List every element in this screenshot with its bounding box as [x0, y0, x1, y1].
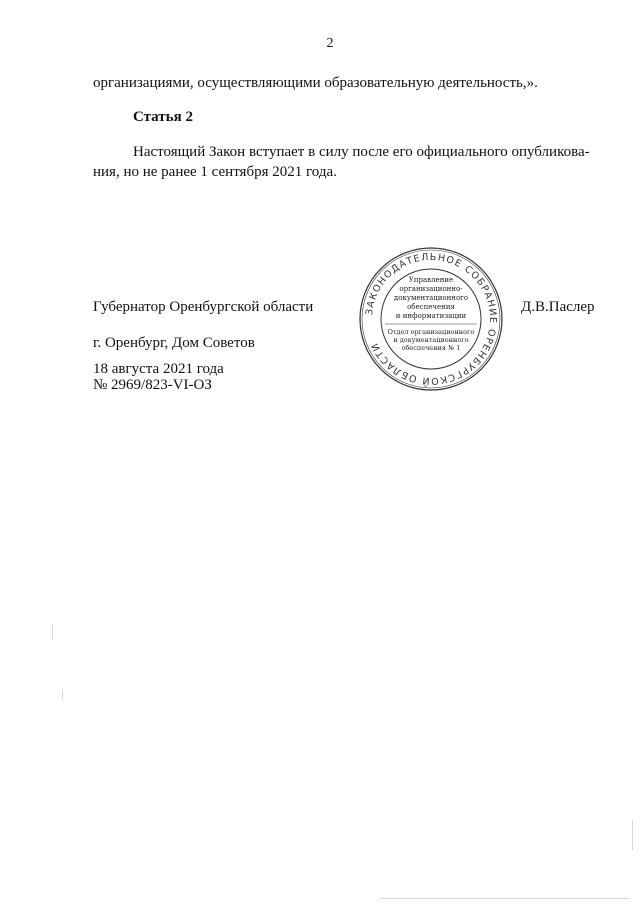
seal-line-1: Управление — [408, 276, 454, 284]
article-text-line-1: Настоящий Закон вступает в силу после его официального опубликова- — [133, 144, 590, 160]
page-number: 2 — [326, 36, 334, 51]
article-text-line-2: ния, но не ранее 1 сентября 2021 года. — [93, 164, 337, 180]
signature-name: Д.В.Паслер — [521, 299, 595, 315]
scan-artifact — [632, 820, 633, 850]
place: г. Оренбург, Дом Советов — [93, 335, 255, 351]
seal-line-2: организационно- — [399, 285, 463, 293]
official-seal — [358, 246, 504, 392]
document-number: № 2969/823-VI-ОЗ — [93, 377, 212, 393]
paragraph-continuation: организациями, осуществляющими образовательную деятельность,». — [93, 75, 538, 91]
scan-artifact — [380, 898, 630, 899]
seal-line-6: Отдел организационного — [387, 328, 475, 336]
seal-line-4: обеспечения — [407, 303, 455, 311]
seal-ring-text: ЗАКОНОДАТЕЛЬНОЕ СОБРАНИЕ ОРЕНБУРГСКОЙ ОБЛАСТИ — [364, 251, 499, 387]
article-heading: Статья 2 — [133, 109, 193, 125]
signature-position: Губернатор Оренбургской области — [93, 299, 314, 315]
seal-line-5: и информатизации — [395, 312, 467, 320]
date: 18 августа 2021 года — [93, 361, 224, 377]
seal-line-8: обеспечения № 1 — [401, 344, 461, 352]
scan-artifact — [52, 625, 53, 639]
seal-line-7: и документационного — [393, 336, 469, 344]
seal-line-3: документационного — [393, 294, 469, 302]
scan-artifact — [62, 690, 63, 700]
